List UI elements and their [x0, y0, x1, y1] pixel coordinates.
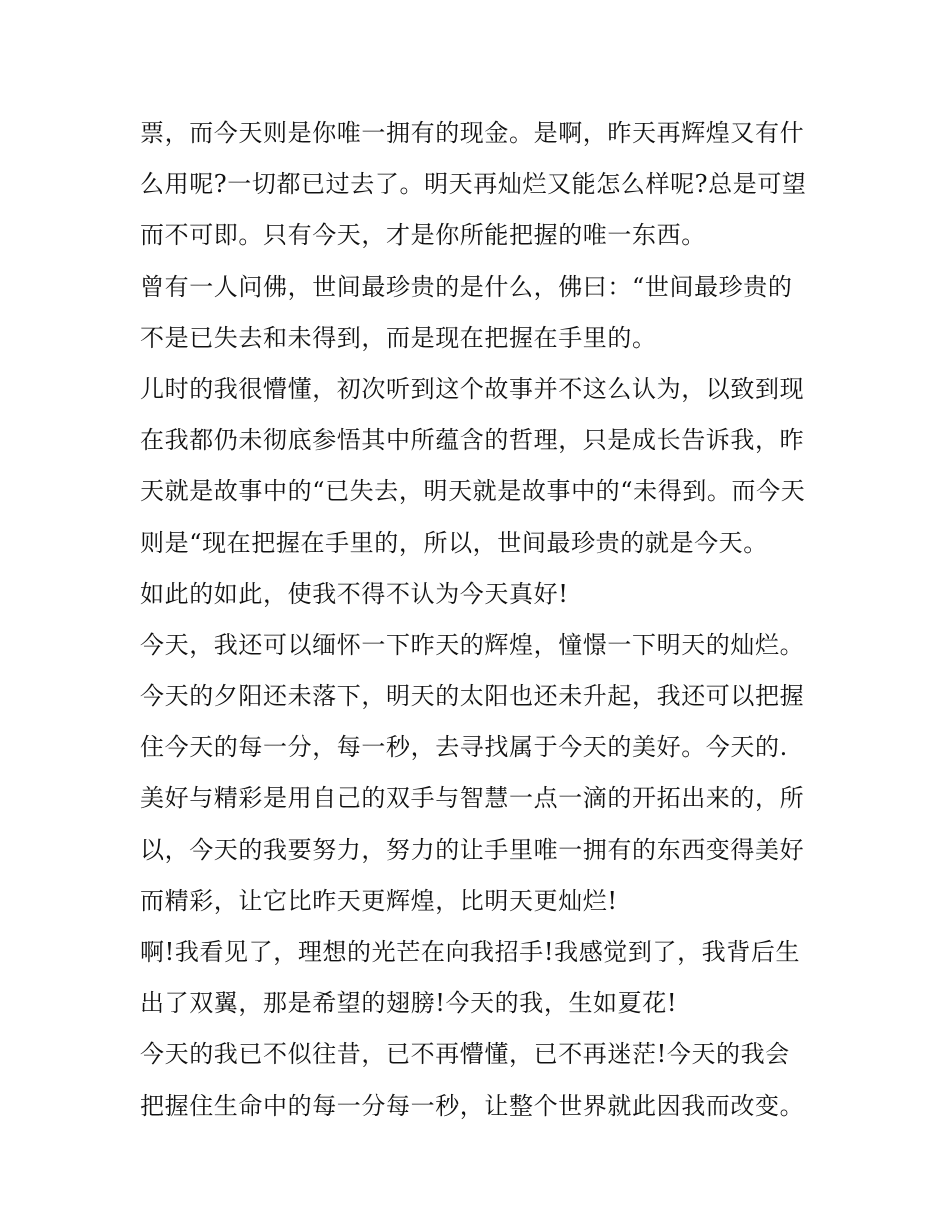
text-line: 儿时的我很懵懂，初次听到这个故事并不这么认为，以致到现 [140, 374, 805, 403]
text-line: 如此的如此，使我不得不认为今天真好! [140, 579, 569, 608]
text-line: 票，而今天则是你唯一拥有的现金。是啊，昨天再辉煌又有什 [140, 119, 805, 147]
text-line: 美好与精彩是用自己的双手与智慧一点一滴的开拓出来的，所 [140, 784, 805, 813]
text-line: 以，今天的我要努力，努力的让手里唯一拥有的东西变得美好 [140, 835, 805, 864]
text-line: 出了双翼，那是希望的翅膀!今天的我，生如夏花! [140, 989, 678, 1018]
text-line: 不是已失去和未得到，而是现在把握在手里的。 [140, 323, 657, 352]
text-line: 则是“现在把握在手里的，所以，世间最珍贵的就是今天。 [140, 528, 768, 557]
text-line: 住今天的每一分，每一秒，去寻找属于今天的美好。今天的. [140, 733, 788, 762]
text-line: 在我都仍未彻底参悟其中所蕴含的哲理，只是成长告诉我，昨 [140, 426, 805, 455]
text-line: 今天，我还可以缅怀一下昨天的辉煌，憧憬一下明天的灿烂。 [140, 630, 805, 659]
text-line: 么用呢?一切都已过去了。明天再灿烂又能怎么样呢?总是可望 [140, 170, 807, 199]
text-line: 而精彩，让它比昨天更辉煌，比明天更灿烂! [140, 886, 618, 915]
text-line: 啊!我看见了，理想的光芒在向我招手!我感觉到了，我背后生 [140, 938, 801, 966]
text-line: 今天的夕阳还未落下，明天的太阳也还未升起，我还可以把握 [140, 682, 805, 711]
text-line: 把握住生命中的每一分每一秒，让整个世界就此因我而改变。 [140, 1091, 805, 1120]
document-body [140, 108, 820, 1132]
text-line: 曾有一人问佛，世间最珍贵的是什么，佛曰：“世间最珍贵的 [140, 272, 793, 301]
text-line: 今天的我已不似往昔，已不再懵懂，已不再迷茫!今天的我会 [140, 1040, 790, 1069]
text-line: 天就是故事中的“已失去，明天就是故事中的“未得到。而今天 [140, 477, 806, 506]
text-line: 而不可即。只有今天，才是你所能把握的唯一东西。 [140, 221, 706, 250]
